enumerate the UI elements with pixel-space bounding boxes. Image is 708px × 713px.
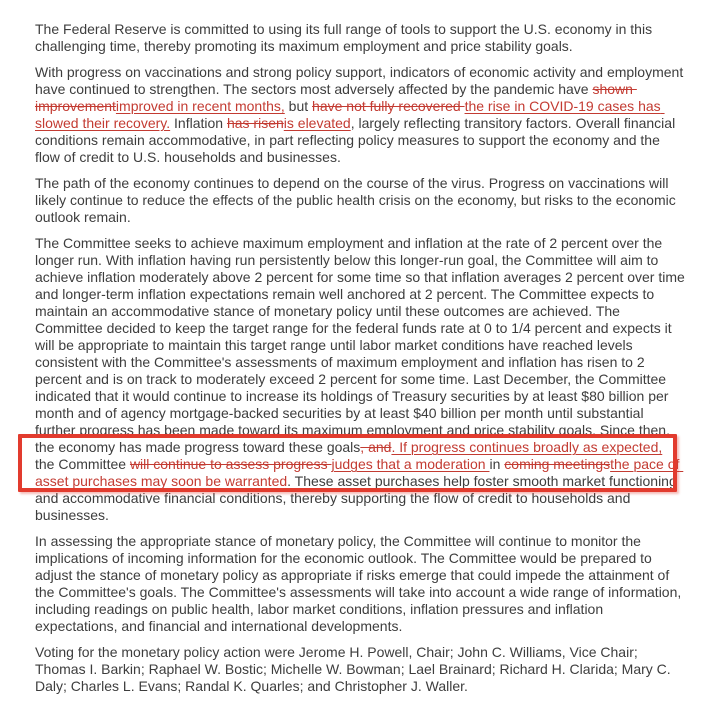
paragraph <box>35 64 688 166</box>
deleted-text: shown improvement <box>35 81 637 114</box>
inserted-text: improved in recent months, <box>115 98 285 114</box>
deleted-text: have not fully recovered <box>312 98 465 114</box>
text-run: in <box>489 456 505 472</box>
paragraph <box>35 644 685 695</box>
text-run: but <box>284 98 313 114</box>
deleted-text: will continue to assess progress <box>129 456 332 472</box>
text-run: , largely reflecting transitory factors. Overall financial conditions remain accommodative, in part reflecting policy measures to support the economy and the flow of credit to U.S. households and businesses. <box>35 115 680 165</box>
deleted-text: has risen <box>226 115 284 131</box>
paragraph <box>35 21 685 55</box>
text-run: The Federal Reserve is committed to using its full range of tools to support the U.S. economy in this challenging time, thereby promoting its maximum employment and price stability goals. <box>35 21 656 54</box>
text-run: the Committee <box>35 439 667 472</box>
paragraph <box>35 235 689 524</box>
text-run: . These asset purchases help foster smooth market functioning and accommodative financial conditions, thereby supporting the flow of credit to households and businesses. <box>35 473 681 523</box>
deleted-text: coming meetings <box>504 456 611 472</box>
inserted-text: the pace of asset purchases may soon be warranted <box>35 456 684 489</box>
inserted-text: judges that a moderation <box>331 456 490 472</box>
paragraph <box>35 533 685 635</box>
text-run: Inflation <box>170 115 227 131</box>
text-run: Voting for the monetary policy action were Jerome H. Powell, Chair; John C. Williams, Vice Chair; Thomas I. Barkin; Raphael W. Bostic; Michelle W. Bowman; Lael Brainard; Richard H. Clarida; Mary C. Daly; Charles L. Evans; Randal K. Quarles; and Christopher J. Waller. <box>35 644 675 694</box>
text-run: With progress on vaccinations and strong policy support, indicators of economic activity and employment have continued to strengthen. The sectors most adversely affected by the pandemic have <box>35 64 688 97</box>
inserted-text: is elevated <box>283 115 351 131</box>
text-run: The path of the economy continues to depend on the course of the virus. Progress on vaccinations will likely continue to reduce the effects of the public health crisis on the economy, but risks to the economic outlook remain. <box>35 175 680 225</box>
inserted-text: the rise in COVID-19 cases has slowed their recovery. <box>35 98 665 131</box>
text-run: In assessing the appropriate stance of monetary policy, the Committee will continue to monitor the implications of incoming information for the economic outlook. The Committee would be prepared to adjust the stance of monetary policy as appropriate if risks emerge that could impede the attainment of the Committee's goals. The Committee's assessments will take into account a wide range of information, including readings on public health, labor market conditions, inflation pressures and inflation expectations, and financial and international developments. <box>35 533 686 634</box>
deleted-text: , and <box>360 439 392 455</box>
paragraph <box>35 175 685 226</box>
inserted-text: . If progress continues broadly as expected, <box>391 439 663 455</box>
text-run: The Committee seeks to achieve maximum employment and inflation at the rate of 2 percent over the longer run. With inflation having run persistently below this longer-run goal, the Committee will aim to achieve inflation moderately above 2 percent for some time so that inflation averages 2 percent over time and longer-term inflation expectations remain well anchored at 2 percent. The Committee expects to maintain an accommodative stance of monetary policy until these outcomes are achieved. The Committee decided to keep the target range for the federal funds rate at 0 to 1/4 percent and expects it will be appropriate to maintain this target range until labor market conditions have reached levels consistent with the Committee's assessments of maximum employment and inflation has risen to 2 percent and is on track to moderately exceed 2 percent for some time. Last December, the Committee indicated that it would continue to increase its holdings of Treasury securities by at least $80 billion per month and of agency mortgage-backed securities by at least $40 billion per month until substantial further progress has been made toward its maximum employment and price stability goals. Since then, the economy has made progress toward these goals <box>35 235 689 455</box>
